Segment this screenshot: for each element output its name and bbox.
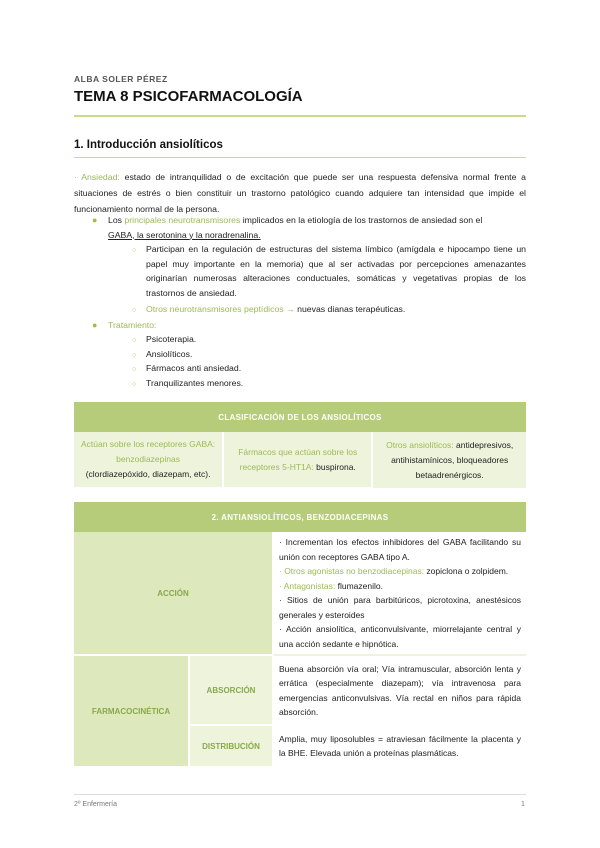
intro-paragraph [74, 169, 526, 217]
title-divider [74, 115, 526, 117]
treatment-item: Psicoterapia. [146, 334, 197, 344]
absorcion-label: ABSORCIÓN [189, 655, 273, 725]
footer-divider [74, 794, 526, 795]
intro-term: Ansiedad: [81, 172, 120, 182]
farmacocinetica-label: FARMACOCINÉTICA [74, 655, 189, 767]
sub-bullet-icon: ○ [132, 247, 137, 254]
section-divider [74, 157, 526, 158]
neurotransmitter-list [74, 213, 526, 393]
classification-other-cell: Otros ansiolíticos: antidepresivos, antihistamínicos, bloqueadores betaadrenérgicos. [372, 432, 526, 488]
anxiolytics-classification-table [74, 402, 526, 489]
accion-content: · Incrementan los efectos inhibidores del GABA facilitando su unión con receptores GABA tipo A. · Otros agonistas no benzodiacepinas: zopiclona o zolpidem. · Antagonistas: flumazenilo. · Sitios de unión para barbitúricos, picrotoxina, anestésicos generales y esteroides · Acción ansiolítica, anticonvulsivante, miorrelajante central y una acción sedante e hipnótica. [273, 532, 526, 655]
table-header: CLASIFICACIÓN DE LOS ANSIOLÍTICOS [74, 402, 526, 432]
footer-course: 2º Enfermería [74, 801, 118, 808]
page-title: TEMA 8 PSICOFARMACOLOGÍA [74, 88, 303, 105]
classification-gaba-cell: Actúan sobre los receptores GABA: benzodiazepinas (clordiazepóxido, diazepam, etc). [74, 432, 223, 488]
bullet-icon: ● [92, 215, 98, 225]
treatment-item: Fármacos anti ansiedad. [146, 363, 242, 373]
list-item-limbic: Participan en la regulación de estructuras del sistema límbico (amígdala e hipocampo tiene un papel muy importante en la memoria) que al ser activadas por percepciones amenazantes originarían numerosas alteraciones conductuales, somáticas y vegetativas propias de los trastornos de ansiedad. [146, 244, 526, 298]
sub-bullet-icon: ○ [132, 366, 137, 373]
benzodiazepines-table [74, 502, 526, 768]
distribucion-content: Amplia, muy liposolubles = atraviesan fácilmente la placenta y la BHE. Elevada unión a proteínas plasmáticas. [273, 725, 526, 767]
page-number: 1 [521, 801, 525, 808]
list-item-peptides: Otros neurotransmisores peptídicos → nuevas dianas terapéuticas. [146, 304, 406, 314]
neurotransmitters-names: GABA, la serotonina y la noradrenalina. [108, 229, 261, 240]
distribucion-label: DISTRIBUCIÓN [189, 725, 273, 767]
treatment-item: Tranquilizantes menores. [146, 378, 244, 388]
sub-bullet-icon: ○ [132, 381, 137, 388]
sub-bullet-icon: ○ [132, 307, 137, 314]
table-header: 2. ANTIANSIOLÍTICOS, BENZODIACEPINAS [74, 502, 526, 532]
sub-bullet-icon: ○ [132, 352, 137, 359]
bullet-icon: ● [92, 320, 98, 330]
list-item-treatment: Tratamiento: [108, 320, 157, 330]
intro-text: estado de intranquilidad o de excitación que puede ser una respuesta defensiva normal frente a situaciones de estrés o bien constituir un trastorno patológico cuando adquiere tan intensidad que impide el funcionamiento normal de la persona. [74, 172, 527, 214]
sub-bullet-icon: ○ [132, 337, 137, 344]
author-name: ALBA SOLER PÉREZ [74, 74, 168, 84]
treatment-item: Ansiolíticos. [146, 349, 193, 359]
absorcion-content: Buena absorción vía oral; Vía intramuscular, absorción lenta y errática (especialmente diazepam); vía intravenosa para emergencias anticonvulsivas. Vía rectal en niños para rápida absorción. [273, 655, 526, 725]
accion-label: ACCIÓN [74, 532, 273, 655]
list-item-neurotransmitters: Los principales neurotransmisores implicados en la etiología de los trastornos de ansiedad son el GABA, la serotonina y la noradrenalina. [108, 215, 483, 240]
neurotransmitters-term: principales neurotransmisores [124, 215, 241, 225]
intro-bullet: · [74, 172, 77, 182]
section-heading: 1. Introducción ansiolíticos [74, 139, 223, 151]
classification-5ht1a-cell: Fármacos que actúan sobre los receptores 5-HT1A: buspirona. [223, 432, 372, 488]
